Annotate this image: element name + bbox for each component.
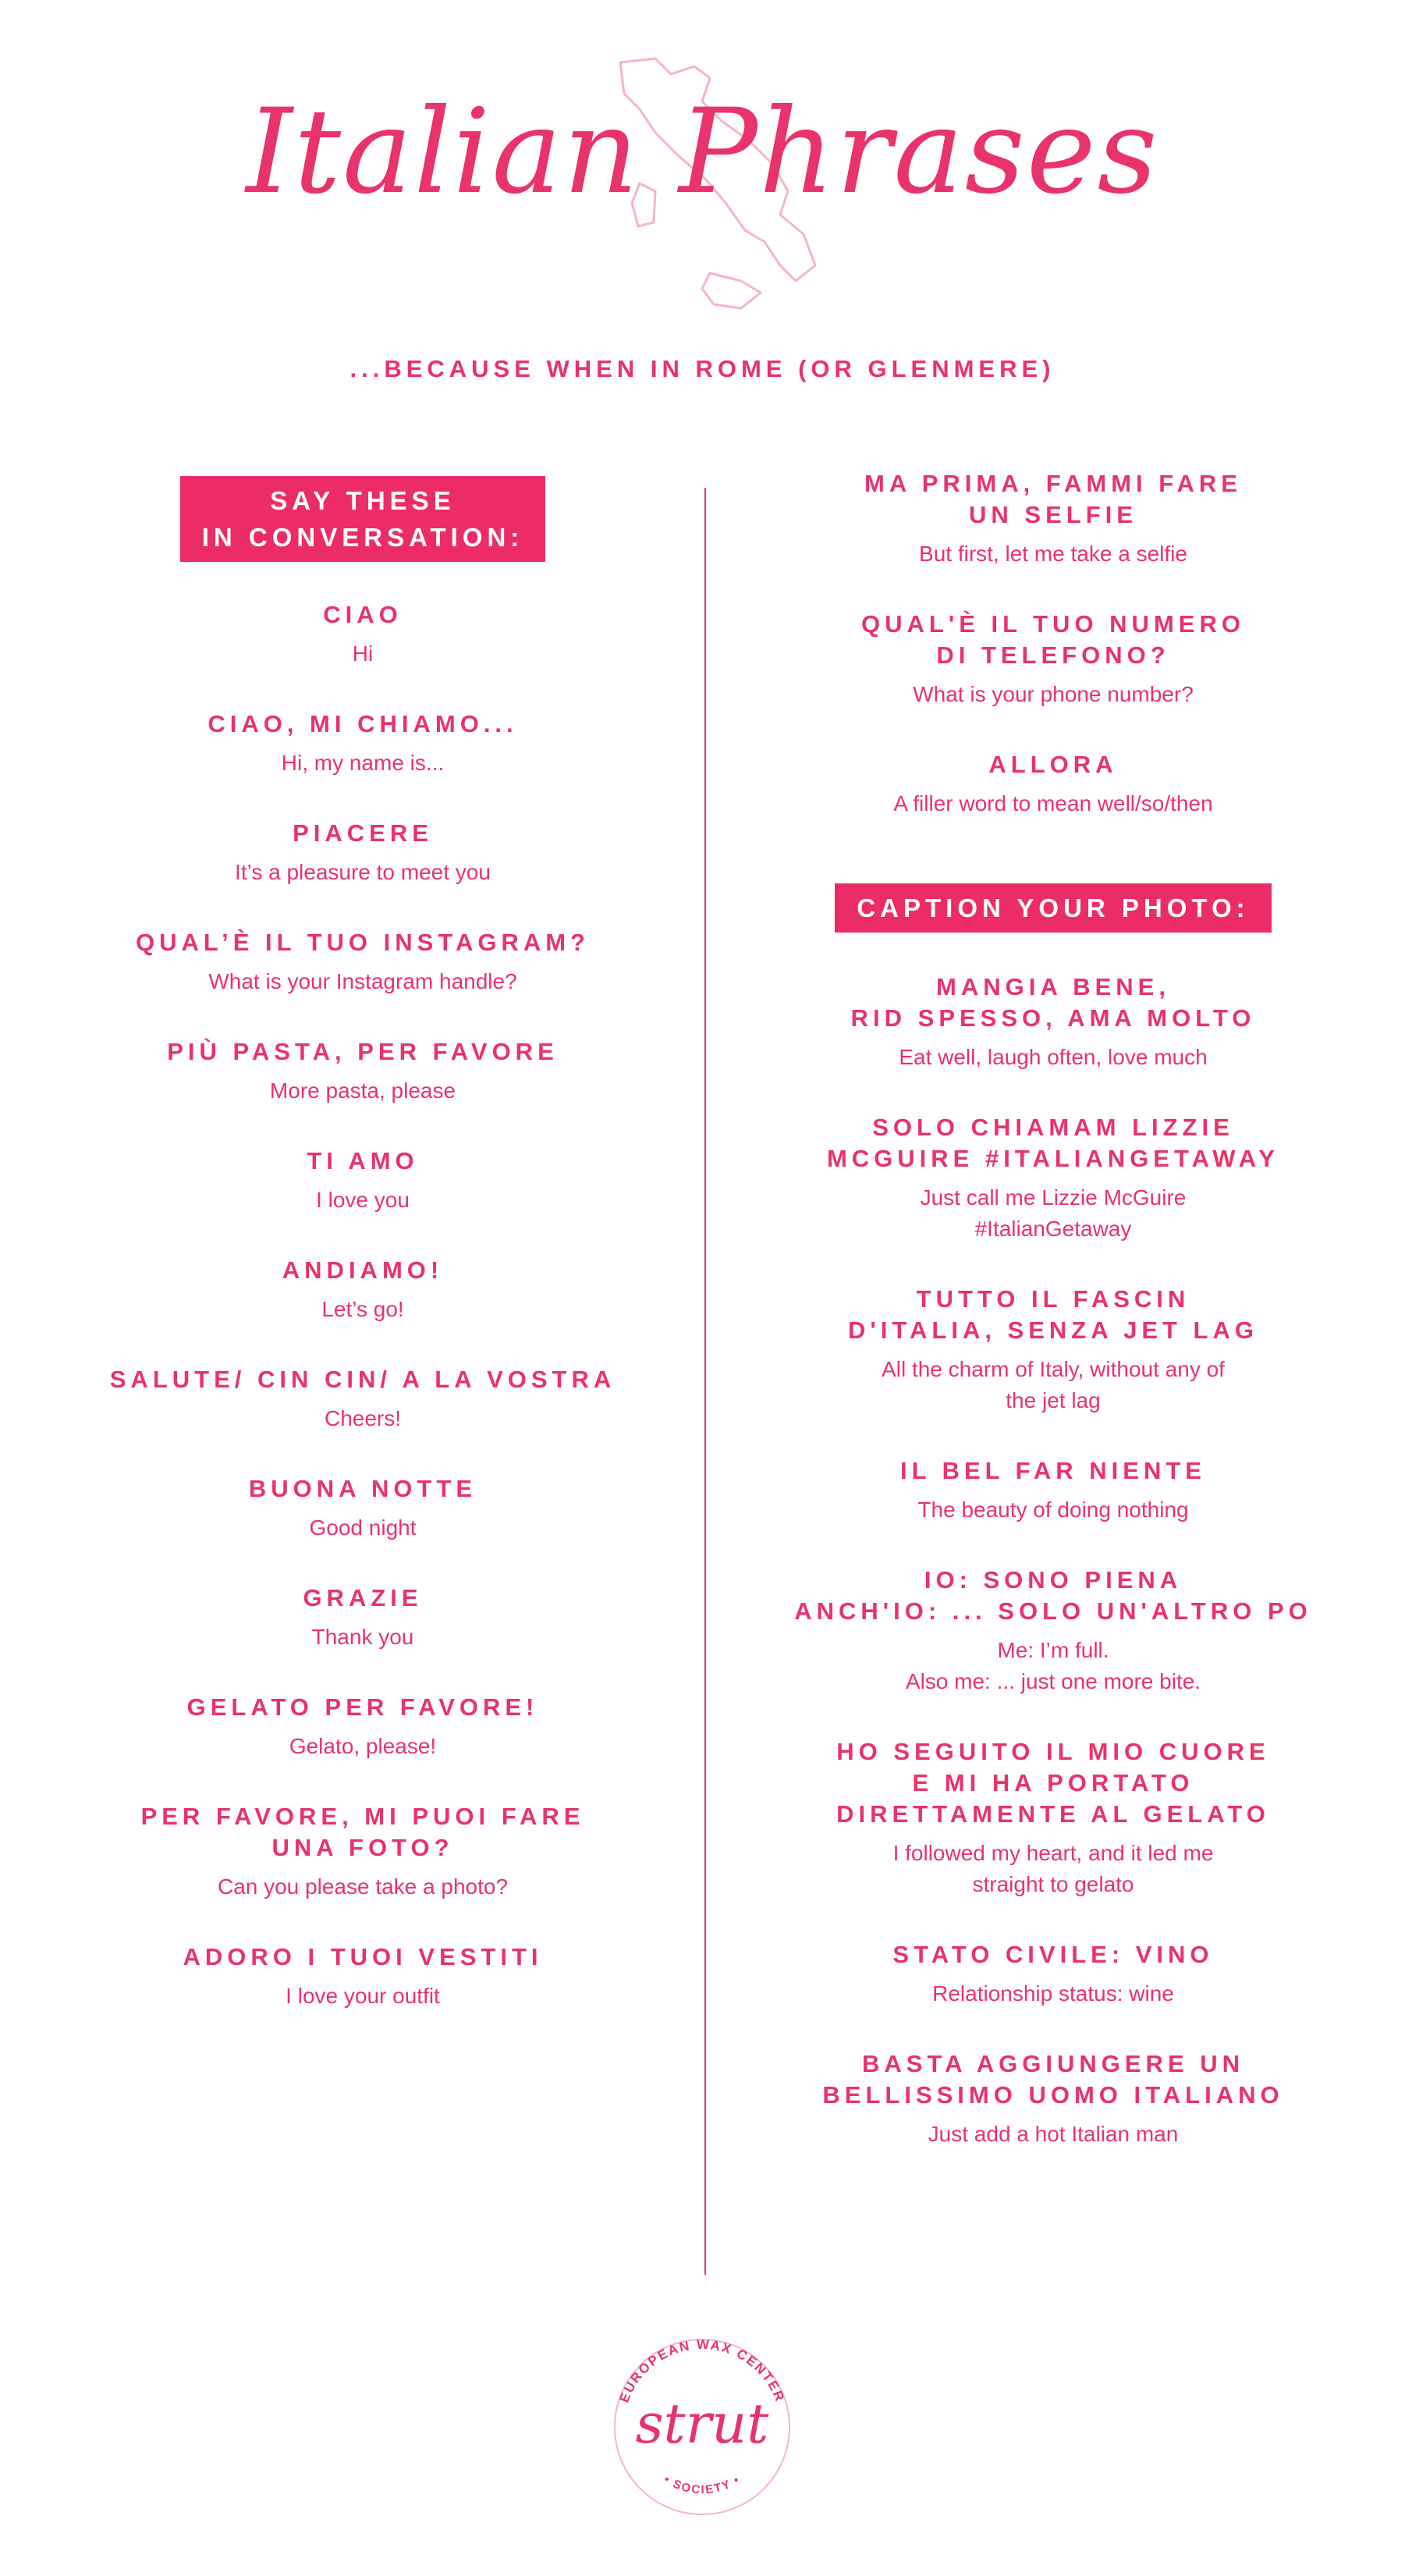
italian-phrase: IO: SONO PIENA ANCH'IO: ... SOLO UN'ALTRO PO xyxy=(794,1566,1312,1625)
english-translation: Gelato, please! xyxy=(289,1734,437,1758)
english-translation: Can you please take a photo? xyxy=(217,1874,509,1899)
english-translation: All the charm of Italy, without any of the jet lag xyxy=(882,1357,1225,1412)
column-divider xyxy=(704,488,706,2275)
phrase-entry xyxy=(62,1801,663,1903)
phrase-entry xyxy=(741,1565,1365,1697)
conversation-column xyxy=(62,468,663,2051)
english-translation: Good night xyxy=(309,1515,417,1540)
phrase-entry xyxy=(62,1942,663,2012)
conversation-banner-label: SAY THESE IN CONVERSATION: xyxy=(201,486,524,552)
italian-phrase: CIAO xyxy=(323,601,403,628)
italian-phrase: CIAO, MI CHIAMO... xyxy=(208,710,518,737)
phrase-entry xyxy=(741,2048,1365,2150)
phrase-entry xyxy=(62,1692,663,1762)
english-translation: Thank you xyxy=(311,1625,414,1649)
english-translation: Relationship status: wine xyxy=(932,1981,1174,2006)
italian-phrase: BUONA NOTTE xyxy=(248,1475,477,1502)
italian-phrase: IL BEL FAR NIENTE xyxy=(900,1457,1206,1484)
italian-phrase: HO SEGUITO IL MIO CUORE E MI HA PORTATO DIRETTAMENTE AL GELATO xyxy=(836,1738,1270,1828)
italian-phrase: PIÙ PASTA, PER FAVORE xyxy=(167,1038,559,1065)
english-translation: The beauty of doing nothing xyxy=(917,1498,1189,1522)
english-translation: What is your phone number? xyxy=(913,682,1194,706)
phrase-entry xyxy=(741,609,1365,710)
logo-script: strut xyxy=(635,2392,769,2456)
conversation-banner xyxy=(180,476,546,562)
phrase-entry xyxy=(62,599,663,670)
logo-ring-text: EUROPEAN WAX CENTER xyxy=(616,2336,788,2405)
italian-phrase: PIACERE xyxy=(293,819,433,847)
italian-phrase: QUAL'È IL TUO NUMERO DI TELEFONO? xyxy=(861,610,1245,669)
svg-text:• SOCIETY • xyxy=(662,2473,743,2497)
italian-phrase: SALUTE/ CIN CIN/ A LA VOSTRA xyxy=(109,1366,616,1393)
page-header xyxy=(0,0,1405,437)
english-translation: Let’s go! xyxy=(321,1297,404,1321)
conversation-list xyxy=(62,599,663,2012)
english-translation: Cheers! xyxy=(324,1406,402,1430)
phrase-entry xyxy=(62,709,663,779)
english-translation: More pasta, please xyxy=(269,1078,456,1103)
phrase-entry xyxy=(62,1583,663,1653)
phrase-entry xyxy=(62,818,663,888)
english-translation: Just call me Lizzie McGuire #ItalianGetaway xyxy=(920,1185,1187,1241)
logo-bottom-text: • SOCIETY • xyxy=(661,2472,743,2497)
italian-phrase: STATO CIVILE: VINO xyxy=(892,1941,1214,1968)
italian-phrase: TUTTO IL FASCIN D'ITALIA, SENZA JET LAG xyxy=(848,1285,1258,1344)
italian-phrase: GRAZIE xyxy=(303,1584,423,1611)
phrase-entry xyxy=(62,1146,663,1216)
page-subtitle: ...BECAUSE WHEN IN ROME (OR GLENMERE) xyxy=(349,355,1056,382)
english-translation: But first, let me take a selfie xyxy=(919,542,1187,566)
phrase-entry xyxy=(741,972,1365,1073)
italian-phrase: SOLO CHIAMAM LIZZIE MCGUIRE #ITALIANGETAWAY xyxy=(826,1114,1280,1172)
phrase-entry xyxy=(62,1255,663,1325)
caption-banner xyxy=(835,883,1271,933)
italian-phrase: ANDIAMO! xyxy=(282,1256,444,1284)
strut-society-logo xyxy=(593,2326,811,2528)
phrase-entry xyxy=(62,1036,663,1107)
english-translation: I love you xyxy=(316,1188,410,1212)
phrase-entry xyxy=(741,1112,1365,1245)
italian-phrase: GELATO PER FAVORE! xyxy=(186,1693,539,1721)
english-translation: Hi xyxy=(352,641,374,666)
english-translation: It’s a pleasure to meet you xyxy=(235,860,491,884)
phrase-entry xyxy=(741,1939,1365,2009)
italian-phrase: TI AMO xyxy=(307,1147,419,1174)
english-translation: Hi, my name is... xyxy=(281,751,445,775)
italian-phrase: ADORO I TUOI VESTITI xyxy=(183,1943,543,1970)
phrase-entry xyxy=(741,1455,1365,1526)
italian-phrase: MA PRIMA, FAMMI FARE UN SELFIE xyxy=(864,470,1242,528)
italian-phrase: MANGIA BENE, RID SPESSO, AMA MOLTO xyxy=(850,973,1256,1032)
english-translation: Just add a hot Italian man xyxy=(928,2122,1179,2146)
phrase-entry xyxy=(741,1736,1365,1900)
italian-phrase: ALLORA xyxy=(988,751,1118,778)
english-translation: I love your outfit xyxy=(286,1984,440,2008)
page-title: Italian Phrases xyxy=(246,84,1159,220)
phrase-entry xyxy=(741,749,1365,819)
right-column xyxy=(741,468,1365,2189)
caption-list xyxy=(741,972,1365,2150)
english-translation: What is your Instagram handle? xyxy=(208,969,517,993)
phrase-entry xyxy=(62,927,663,997)
phrase-entry xyxy=(62,1364,663,1434)
phrase-entry xyxy=(62,1473,663,1544)
italian-phrase: BASTA AGGIUNGERE UN BELLISSIMO UOMO ITALIANO xyxy=(822,2050,1284,2109)
phrase-entry xyxy=(741,468,1365,570)
english-translation: Eat well, laugh often, love much xyxy=(899,1045,1208,1069)
english-translation: A filler word to mean well/so/then xyxy=(893,791,1213,815)
italian-phrase: PER FAVORE, MI PUOI FARE UNA FOTO? xyxy=(140,1803,585,1861)
phrase-entry xyxy=(741,1284,1365,1416)
english-translation: Me: I’m full. Also me: ... just one more bite. xyxy=(905,1638,1201,1693)
caption-banner-label: CAPTION YOUR PHOTO: xyxy=(857,894,1250,922)
italian-phrase: QUAL’È IL TUO INSTAGRAM? xyxy=(135,929,590,956)
english-translation: I followed my heart, and it led me straight to gelato xyxy=(892,1841,1214,1896)
extra-phrases-list xyxy=(741,468,1365,819)
